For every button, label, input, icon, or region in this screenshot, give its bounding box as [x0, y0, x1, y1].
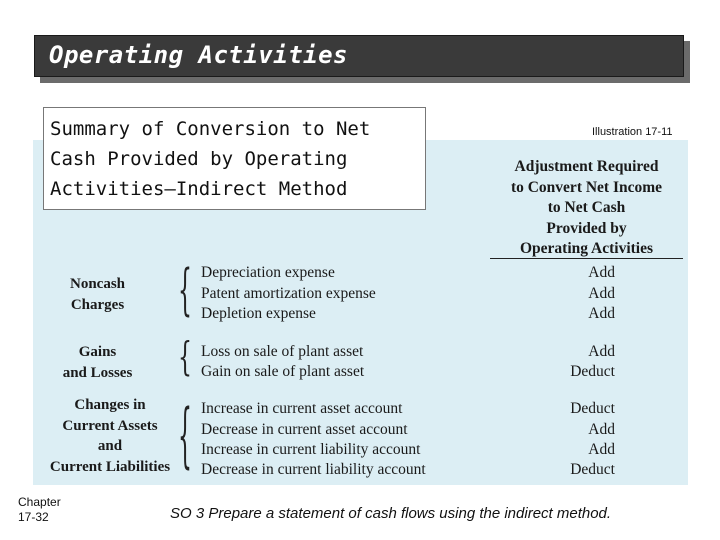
brace-icon: {: [178, 261, 192, 324]
item-label: Increase in current asset account: [201, 400, 403, 417]
study-objective: SO 3 Prepare a statement of cash flows using the indirect method.: [170, 505, 612, 522]
item-label: Loss on sale of plant asset: [201, 343, 364, 360]
adjustment-header-line-5: Operating Activities: [519, 240, 654, 257]
adjustment-header-line-1: Adjustment Required: [514, 158, 659, 175]
chapter-text: Chapter: [18, 495, 61, 509]
category-gains-losses: [50, 342, 145, 383]
adjustment-header-line-2: to Convert Net Income: [510, 178, 663, 196]
category-current-assets-liabilities: [35, 395, 185, 477]
item-label: Increase in current liability account: [201, 441, 421, 458]
item-label: Decrease in current liability account: [201, 461, 426, 478]
summary-text: [50, 114, 422, 204]
chapter-number: 17-32: [18, 510, 49, 524]
summary-line-3: Activities—Indirect Method: [50, 178, 348, 200]
adjustment-header-line-3: to Net Cash: [547, 199, 626, 216]
item-adjustment: Add: [588, 285, 615, 302]
item-adjustment: Add: [588, 305, 615, 322]
adjustment-header-line-4: Provided by: [546, 219, 627, 237]
item-adjustment: Add: [588, 441, 615, 458]
header-divider: [490, 258, 683, 259]
category-label-line: Changes in: [74, 397, 146, 413]
illustration-label: Illustration 17-11: [592, 126, 673, 138]
adjustment-header: [490, 157, 683, 260]
summary-line-2: Cash Provided by Operating: [50, 148, 348, 170]
category-label-line: Current Assets: [62, 417, 158, 434]
brace-icon: {: [178, 398, 192, 478]
item-label: Patent amortization expense: [201, 285, 376, 302]
item-adjustment: Add: [588, 264, 615, 281]
item-adjustment: Add: [588, 343, 615, 360]
item-label: Gain on sale of plant asset: [201, 363, 365, 380]
item-label: Depreciation expense: [201, 264, 335, 281]
chapter-label: [18, 495, 61, 525]
category-label-line: Charges: [70, 296, 125, 313]
summary-line-1: Summary of Conversion to Net: [50, 118, 371, 140]
category-label-line: Noncash: [69, 276, 125, 292]
title-bar: [34, 35, 684, 77]
summary-box: [43, 107, 426, 210]
page-title: Operating Activities: [49, 41, 348, 69]
item-label: Decrease in current asset account: [201, 421, 408, 438]
category-noncash-charges: [50, 274, 145, 315]
item-adjustment: Add: [588, 421, 615, 438]
category-label-line: and: [97, 438, 123, 454]
brace-icon: {: [178, 336, 192, 381]
item-adjustment: Deduct: [570, 461, 615, 478]
item-adjustment: Deduct: [570, 400, 615, 417]
category-label-line: Gains: [78, 344, 117, 360]
item-label: Depletion expense: [201, 305, 316, 322]
category-label-line: and Losses: [62, 364, 133, 381]
category-label-line: Current Liabilities: [49, 458, 171, 475]
item-adjustment: Deduct: [570, 363, 615, 380]
